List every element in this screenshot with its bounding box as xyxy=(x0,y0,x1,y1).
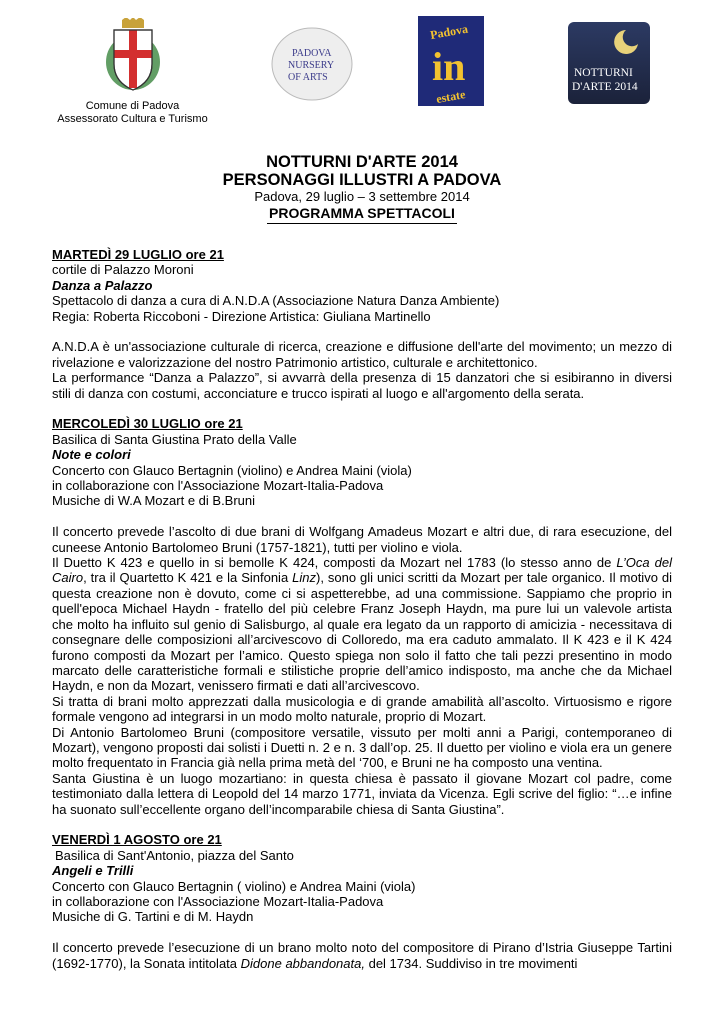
event-description: A.N.D.A è un'associazione culturale di ricerca, creazione e diffusione dell'arte del movimento; un mezzo di rivelazione e valorizzazione del nostro Patrimonio artistico, culturale e architettonico. xyxy=(52,339,672,370)
program-heading: PROGRAMMA SPETTACOLI xyxy=(267,205,457,224)
event-info-line: Spettacolo di danza a cura di A.N.D.A (Associazione Natura Danza Ambiente) xyxy=(52,293,500,309)
estate-logo-line3: estate xyxy=(435,87,467,106)
program-content xyxy=(52,247,672,971)
estate-logo-line1: Padova xyxy=(429,21,469,43)
org-line-2: Assessorato Cultura e Turismo xyxy=(57,113,208,125)
event-venue: Basilica di Santa Giustina Prato della Valle xyxy=(52,431,297,447)
event-info-line: in collaborazione con l'Associazione Mozart-Italia-Padova xyxy=(52,894,384,909)
symphony-title: Linz xyxy=(292,570,316,586)
event-show-title: Note e colori xyxy=(52,447,131,463)
text-run: , tra il Quartetto K 421 e la Sinfonia xyxy=(83,570,293,586)
event-mercoledi-30-luglio xyxy=(52,416,672,817)
spacer xyxy=(52,925,672,940)
text-run: Il concerto prevede l’esecuzione di un brano molto noto del compositore di Pirano d’Istria Giuseppe Tartini (1692-1770), la Sonata intitolata xyxy=(52,940,672,971)
event-description: Santa Giustina è un luogo mozartiano: in questa chiesa è passato il giovane Mozart col padre, come testimoniato dalla lettera di Leopold del 14 marzo 1771, inviata da Vicenza. Egli scrive del figlio: “…e infine ha suonato sull’eccellente organo dell’incomparabile chiesa di Santa Giustina”. xyxy=(52,770,672,817)
event-venue: Basilica di Sant'Antonio, piazza del Santo xyxy=(55,847,294,863)
event-info-line: Concerto con Glauco Bertagnin ( violino) e Andrea Maini (viola) xyxy=(52,878,416,894)
event-description xyxy=(52,940,672,971)
spacer xyxy=(52,401,672,416)
nursery-logo-line3: OF ARTS xyxy=(288,72,328,83)
event-venerdi-1-agosto xyxy=(52,832,672,971)
event-date: MARTEDÌ 29 LUGLIO ore 21 xyxy=(52,247,224,262)
title-dates: Padova, 29 luglio – 3 settembre 2014 xyxy=(254,189,470,204)
notturni-darte-logo xyxy=(568,22,650,104)
text-run: Il Duetto K 423 e quello in si bemolle K 424, composti da Mozart nel 1783 (lo stesso anno de xyxy=(52,555,617,571)
padova-in-estate-logo xyxy=(418,16,484,106)
text-run: del 1734. Suddiviso in tre movimenti xyxy=(364,955,578,971)
text-run: ), sono gli unici scritti da Mozart per tale organico. Il motivo di questa creazione non è dovuto, come ci si aspetterebbe, ad una commissione. Sappiamo che proprio in quell'epoca Michael Haydn - fratello del più celebre Franz Joseph Haydn, ma pure lui un valevole artista che molto ha influito sul genio di Salisburgo, al quale era legato da un rapporto di amicizia - necessitava di consegnare delle composizioni all’arcivescovo di Colloredo, ma era caduto ammalato. Il K 423 e il K 424 furono composti da Mozart per l’amico. Questo spiega non solo il fatto che tali pezzi presentino in modo marcato delle caratteristiche formali e stilistiche proprie dell’amico indisposto, ma anche che da Michael Haydn, e non da Mozart, venissero firmati e dati all’arcivescovo. xyxy=(52,570,673,694)
nursery-logo-line2: NURSERY xyxy=(288,60,335,71)
opera-title: L’Oca del Cairo xyxy=(52,555,673,586)
event-venue: cortile di Palazzo Moroni xyxy=(52,262,194,278)
event-description xyxy=(52,555,672,694)
notturni-logo-line2: D'ARTE 2014 xyxy=(572,81,638,93)
spacer xyxy=(52,509,672,524)
event-date: VENERDÌ 1 AGOSTO ore 21 xyxy=(52,832,222,848)
organization-caption xyxy=(20,100,245,126)
event-info-line: Regia: Roberta Riccoboni - Direzione Artistica: Giuliana Martinello xyxy=(52,308,431,324)
org-line-1: Comune di Padova xyxy=(85,100,180,112)
event-description: La performance “Danza a Palazzo”, si avvarrà della presenza di 15 danzatori che si esibiranno in diversi stili di danza con costumi, acconciature e trucco ispirati al luogo e all'argomento della serata. xyxy=(52,370,672,401)
event-martedi-29-luglio xyxy=(52,247,672,401)
event-description: Il concerto prevede l’ascolto di due brani di Wolfgang Amadeus Mozart e altri due, di rara esecuzione, del cuneese Antonio Bartolomeo Bruni (1757-1821), tutti per violino e viola. xyxy=(52,524,672,555)
spacer xyxy=(52,817,672,832)
event-show-title: Danza a Palazzo xyxy=(52,277,153,293)
event-info-line: in collaborazione con l'Associazione Mozart-Italia-Padova xyxy=(52,478,384,494)
nursery-of-arts-logo xyxy=(270,26,354,102)
sonata-title: Didone abbandonata, xyxy=(240,955,365,971)
coat-of-arms-logo xyxy=(102,18,164,96)
spacer xyxy=(52,324,672,339)
event-info-line: Musiche di G. Tartini e di M. Haydn xyxy=(52,909,254,925)
event-show-title: Angeli e Trilli xyxy=(52,863,134,879)
event-description: Si tratta di brani molto apprezzati dalla musicologia e di grande amabilità all’ascolto. Virtuosismo e rigore formale vengono ad integrarsi in un modo molto naturale, proprio di Mozart. xyxy=(52,693,672,725)
title-line-1: NOTTURNI D'ARTE 2014 xyxy=(266,153,458,171)
nursery-logo-line1: PADOVA xyxy=(292,48,332,59)
title-line-2: PERSONAGGI ILLUSTRI A PADOVA xyxy=(222,171,502,189)
document-title-block xyxy=(0,153,724,224)
event-info-line: Concerto con Glauco Bertagnin (violino) e Andrea Maini (viola) xyxy=(52,462,412,478)
estate-logo-line2: in xyxy=(432,44,466,89)
event-date: MERCOLEDÌ 30 LUGLIO ore 21 xyxy=(52,416,243,432)
notturni-logo-line1: NOTTURNI xyxy=(574,67,633,79)
event-description: Di Antonio Bartolomeo Bruni (compositore versatile, vissuto per molti anni a Parigi, contemporaneo di Mozart), vengono proposti dai solisti i Duetti n. 2 e n. 3 dall’op. 25. Il duetto per violino e viola era un genere molto frequentato in Francia già nella prima metà del ‘700, e Bruni ne ha composto una ventina. xyxy=(52,724,672,771)
event-info-line: Musiche di W.A Mozart e di B.Bruni xyxy=(52,493,256,509)
